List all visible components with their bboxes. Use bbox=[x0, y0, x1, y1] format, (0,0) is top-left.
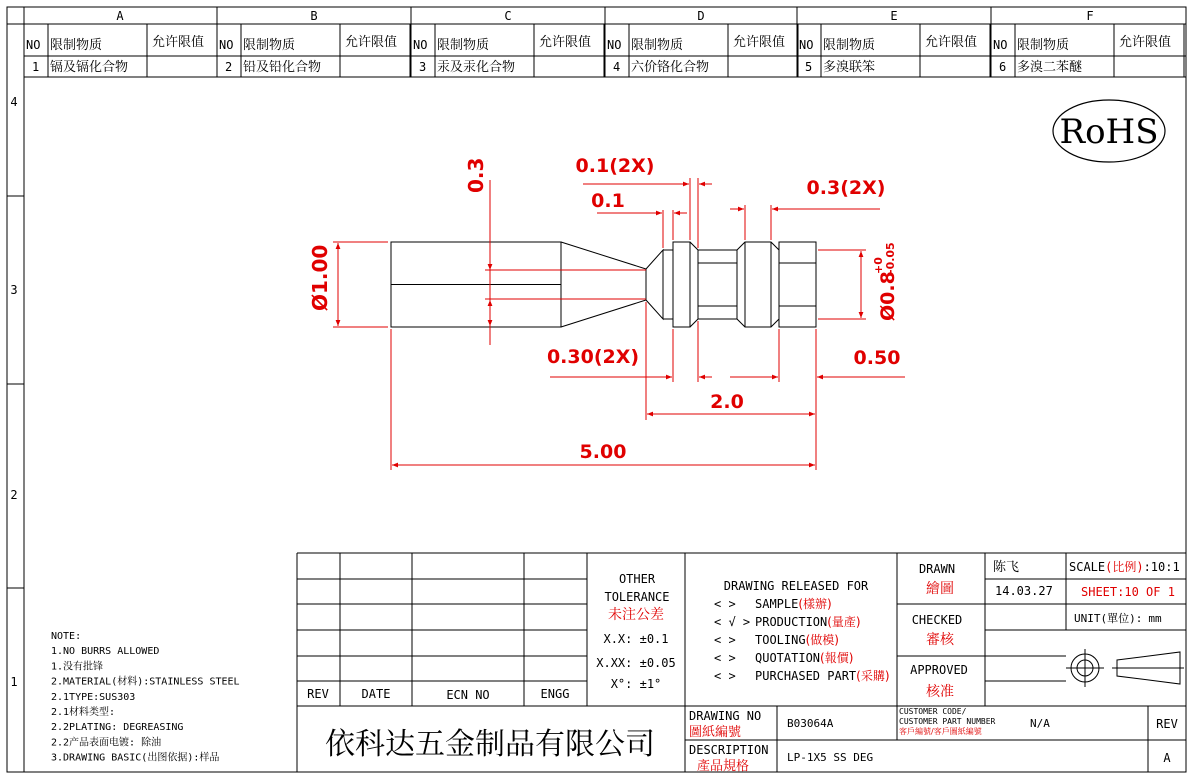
drawing-no-label-cn: 圖紙編號 bbox=[689, 725, 742, 740]
approved-label-cn: 核准 bbox=[926, 684, 954, 700]
release-mark: < > bbox=[714, 651, 736, 665]
rohs-header-no: NO bbox=[26, 38, 41, 52]
note-line: 2.2产品表面电镀: 除油 bbox=[51, 737, 162, 749]
rohs-header-limit: 允许限值 bbox=[733, 35, 786, 50]
dim-2-0: 2.0 bbox=[710, 391, 744, 413]
rohs-header-substance: 限制物质 bbox=[50, 38, 103, 53]
dim-0-3: 0.3 bbox=[464, 157, 488, 193]
note-line: 2.1材料类型: bbox=[51, 707, 116, 718]
tolerance-title-cn: 未注公差 bbox=[608, 607, 664, 623]
tolerance-xxx: X.XX: ±0.05 bbox=[596, 656, 676, 670]
rohs-item-no: 2 bbox=[225, 60, 233, 74]
rohs-header-no: NO bbox=[799, 38, 814, 52]
description-label: DESCRIPTION bbox=[689, 743, 769, 757]
rohs-mark bbox=[1053, 100, 1165, 162]
zone-label-e: E bbox=[890, 9, 898, 23]
part-outline bbox=[391, 242, 816, 327]
rev-label: REV bbox=[1156, 717, 1178, 731]
rohs-header-substance: 限制物质 bbox=[823, 38, 876, 53]
release-mark: < > bbox=[714, 633, 736, 647]
rohs-header-limit: 允许限值 bbox=[1119, 35, 1172, 50]
rohs-item-name: 六价铬化合物 bbox=[631, 60, 710, 75]
rohs-header-limit: 允许限值 bbox=[152, 35, 205, 50]
note-line: 2.2PLATING: DEGREASING bbox=[51, 722, 184, 734]
zone-label-1: 1 bbox=[10, 675, 18, 689]
dimension-lines bbox=[333, 178, 905, 470]
release-mark: < > bbox=[714, 669, 736, 683]
drawn-label: DRAWN bbox=[918, 562, 956, 576]
drawn-date: 14.03.27 bbox=[995, 584, 1053, 598]
note-line: 1.没有批锋 bbox=[51, 661, 104, 673]
rohs-item-name: 多溴二苯醚 bbox=[1017, 60, 1083, 75]
rohs-item-name: 镉及镉化合物 bbox=[50, 60, 129, 75]
tolerance-title-1: OTHER bbox=[618, 572, 656, 586]
dim-dia-1-00: Ø1.00 bbox=[308, 244, 332, 311]
release-option: QUOTATION(報價) bbox=[755, 651, 854, 665]
dim-dia-0-8: Ø0.8 bbox=[877, 271, 899, 321]
tolerance-title-2: TOLERANCE bbox=[604, 590, 670, 604]
drawn-by: 陈飞 bbox=[993, 560, 1020, 575]
rohs-header-substance: 限制物质 bbox=[1017, 38, 1070, 53]
checked-label-cn: 審核 bbox=[926, 632, 954, 648]
unit-label: UNIT(單位): mm bbox=[1074, 612, 1162, 625]
release-option: SAMPLE(樣辦) bbox=[755, 597, 832, 611]
rohs-item-no: 5 bbox=[805, 60, 813, 74]
customer-label-2: CUSTOMER PART NUMBER bbox=[899, 717, 996, 726]
rohs-header-substance: 限制物质 bbox=[631, 38, 684, 53]
dim-5-00: 5.00 bbox=[579, 441, 627, 463]
release-title: DRAWING RELEASED FOR bbox=[723, 579, 869, 593]
customer-label-1: CUSTOMER CODE/ bbox=[899, 707, 967, 716]
description-label-cn: 產品規格 bbox=[697, 759, 750, 774]
zone-labels-side bbox=[10, 95, 17, 689]
company-name: 依科达五金制品有限公司 bbox=[325, 727, 655, 762]
note-line: 2.1TYPE:SUS303 bbox=[51, 691, 136, 703]
rohs-header-no: NO bbox=[993, 38, 1008, 52]
drawn-label-cn: 繪圖 bbox=[926, 581, 954, 597]
rohs-item-no: 6 bbox=[999, 60, 1007, 74]
customer-label-cn: 客戶編號/客戶圖紙編號 bbox=[899, 727, 982, 736]
title-block-text bbox=[307, 559, 1180, 774]
dim-tol-upper: +0 bbox=[872, 257, 885, 274]
rohs-item-no: 1 bbox=[32, 60, 40, 74]
note-line: 3.DRAWING BASIC(出图依据):样品 bbox=[51, 752, 220, 764]
dimension-labels bbox=[308, 155, 900, 463]
zone-label-d: D bbox=[697, 9, 705, 23]
rev-header: REV bbox=[307, 687, 329, 701]
release-option: PRODUCTION(量產) bbox=[755, 615, 861, 629]
note-line: 1.NO BURRS ALLOWED bbox=[51, 646, 160, 658]
rohs-item-no: 3 bbox=[419, 60, 427, 74]
rohs-item-name: 多溴联笨 bbox=[823, 60, 876, 75]
note-line: NOTE: bbox=[51, 631, 82, 642]
dim-0-50: 0.50 bbox=[853, 347, 901, 369]
rohs-header-no: NO bbox=[219, 38, 234, 52]
checked-label: CHECKED bbox=[911, 613, 963, 627]
rohs-header-limit: 允许限值 bbox=[925, 35, 978, 50]
sheet-label: SHEET:10 OF 1 bbox=[1081, 585, 1175, 599]
description: LP-1X5 SS DEG bbox=[787, 751, 874, 764]
zone-label-c: C bbox=[504, 9, 512, 23]
rohs-table bbox=[24, 24, 1186, 77]
engg-header: ENGG bbox=[540, 687, 570, 701]
dim-0-1-2x: 0.1(2X) bbox=[575, 155, 655, 177]
release-mark: < √ > bbox=[714, 615, 751, 629]
approved-label: APPROVED bbox=[910, 663, 968, 677]
rohs-header-limit: 允许限值 bbox=[345, 35, 398, 50]
rohs-header-substance: 限制物质 bbox=[437, 38, 490, 53]
dim-0-1: 0.1 bbox=[591, 190, 625, 212]
release-mark: < > bbox=[714, 597, 736, 611]
tolerance-angle: X°: ±1° bbox=[610, 677, 662, 691]
zone-label-3: 3 bbox=[10, 283, 18, 297]
zone-label-b: B bbox=[310, 9, 318, 23]
rohs-header-no: NO bbox=[413, 38, 428, 52]
zone-label-2: 2 bbox=[10, 488, 18, 502]
rohs-header-substance: 限制物质 bbox=[243, 38, 296, 53]
rev-value: A bbox=[1163, 751, 1171, 765]
notes bbox=[51, 631, 240, 764]
note-line: 2.MATERIAL(材料):STAINLESS STEEL bbox=[51, 676, 240, 688]
svg-text:RoHS: RoHS bbox=[1059, 112, 1159, 152]
rohs-item-name: 汞及汞化合物 bbox=[437, 60, 516, 75]
zone-label-f: F bbox=[1086, 9, 1094, 23]
release-option: PURCHASED PART(采購) bbox=[755, 669, 890, 683]
tolerance-xx: X.X: ±0.1 bbox=[603, 632, 669, 646]
release-option: TOOLING(做模) bbox=[755, 633, 839, 647]
ecn-header: ECN NO bbox=[446, 688, 490, 702]
zone-label-a: A bbox=[116, 9, 124, 23]
dim-tol-lower: -0.05 bbox=[884, 242, 897, 274]
zone-label-4: 4 bbox=[10, 95, 18, 109]
rohs-header-limit: 允许限值 bbox=[539, 35, 592, 50]
dim-0-30-2x: 0.30(2X) bbox=[546, 346, 640, 368]
rohs-item-name: 铅及铅化合物 bbox=[243, 60, 322, 75]
date-header: DATE bbox=[361, 687, 391, 701]
rohs-header-no: NO bbox=[607, 38, 622, 52]
dim-0-3-2x: 0.3(2X) bbox=[806, 177, 886, 199]
drawing-no-label: DRAWING NO bbox=[689, 709, 762, 723]
rohs-item-no: 4 bbox=[613, 60, 621, 74]
drawing-no: B03064A bbox=[787, 717, 834, 730]
customer-value: N/A bbox=[1030, 717, 1050, 730]
scale-label: SCALE(比例):10:1 bbox=[1069, 560, 1180, 574]
